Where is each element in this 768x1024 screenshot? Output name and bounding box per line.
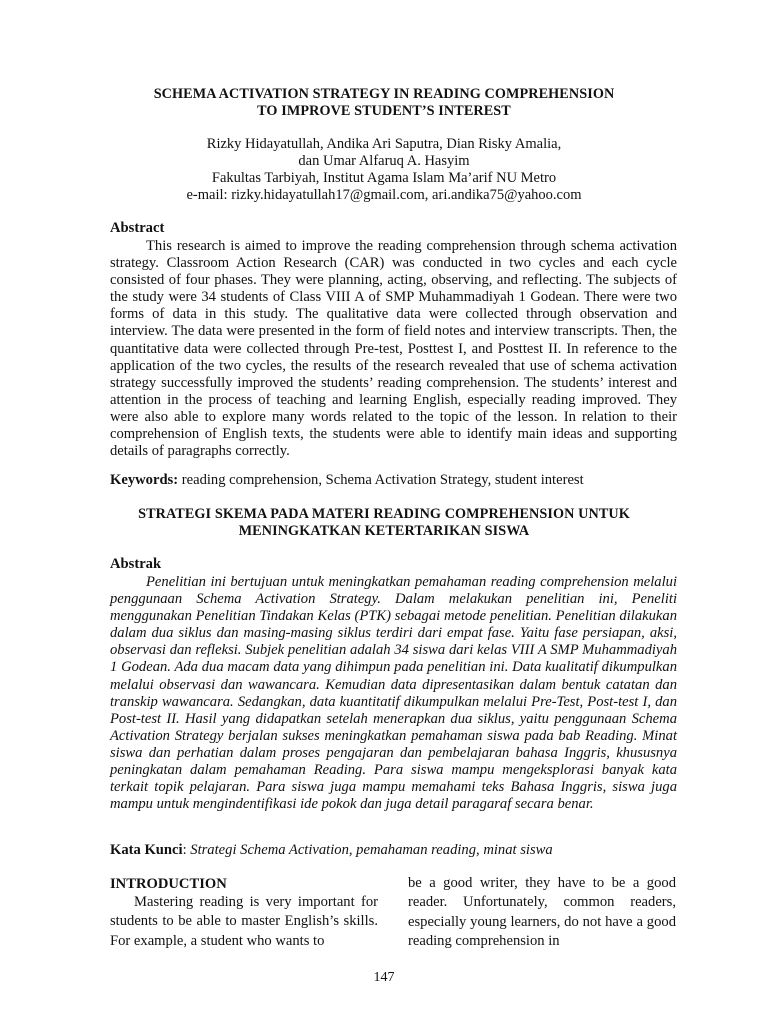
abstrak-heading: Abstrak	[110, 556, 162, 572]
authors-line-2: dan Umar Alfaruq A. Hasyim	[298, 153, 470, 169]
affiliation: Fakultas Tarbiyah, Institut Agama Islam Ma’arif NU Metro	[211, 170, 557, 186]
kata-kunci	[110, 842, 677, 859]
abstract-text: This research is aimed to improve the reading comprehension through schema activation strategy. Classroom Action Research (CAR) was conducted in two cycles and each cycle consisted of four phases. They were planning, acting, observing, and reflecting. The subjects of the study were 34 students of Class VIII A of SMP Muhammadiyah 1 Godean. There were two forms of data in this study. The qualitative data were collected through observation and interview. The data were presented in the form of field notes and interview transcripts. Then, the quantitative data were collected through Pre-test, Posttest I, and Posttest II. In reference to the application of the two cycles, the results of the research revealed that use of schema activation strategy successfully improved the students’ reading comprehension. The students’ interest and attention in the process of teaching and learning English, especially reading improved. They were also able to explore many words related to the topic of the lesson. In relation to their comprehension of English texts, the students were able to identify main ideas and supporting details of paragraphs correctly.	[110, 238, 677, 460]
intro-right-text: be a good writer, they have to be a good reader. Unfortunately, common readers, especially young learners, do not have a good reading comprehension in	[408, 875, 676, 949]
introduction-heading: INTRODUCTION	[110, 876, 227, 892]
keywords-text: reading comprehension, Schema Activation Strategy, student interest	[178, 472, 584, 488]
authors	[0, 136, 768, 204]
abstract-heading: Abstract	[110, 220, 165, 236]
intro-left-text: Mastering reading is very important for students to be able to master English’s skills. For example, a student who wants to	[110, 894, 378, 949]
page-number: 147	[373, 970, 395, 985]
title-line-2: TO IMPROVE STUDENT’S INTEREST	[257, 103, 511, 119]
kata-kunci-sep: :	[182, 842, 191, 858]
email: e-mail: rizky.hidayatullah17@gmail.com, ari.andika75@yahoo.com	[186, 187, 582, 203]
kata-kunci-label: Kata Kunci	[110, 842, 183, 858]
title-id-line-2: MENINGKATKAN KETERTARIKAN SISWA	[238, 523, 530, 539]
keywords-label: Keywords:	[110, 472, 179, 488]
intro-right-column	[408, 874, 676, 951]
title-line-1: SCHEMA ACTIVATION STRATEGY IN READING COMPREHENSION	[153, 86, 615, 102]
abstrak-text: Penelitian ini bertujuan untuk meningkatkan pemahaman reading comprehension melalui penggunaan Schema Activation Strategy. Dalam melakukan penelitian ini, Peneliti menggunakan Penelitian Tindakan Kelas (PTK) sebagai metode penelitian. Penelitian dilakukan dalam dua siklus dan masing-masing siklus terdiri dari empat fase. Yaitu fase persiapan, aksi, observasi dan refleksi. Subjek penelitian adalah 34 siswa dari kelas VIII A SMP Muhammadiyah 1 Godean. Ada dua macam data yang dihimpun pada penelitian ini. Data kualitatif dikumpulkan melalui observasi dan wawancara. Kemudian data dipresentasikan dalam bentuk catatan dan transkip wawancara. Sedangkan, data kuantitatif dikumpulkan melalui Pre-Test, Post-test I, dan Post-test II. Hasil yang didapatkan setelah menerapkan dua siklus, yaitu penggunaan Schema Activation Strategy berjalan sukses meningkatkan pemahaman siswa pada bab Reading. Minat siswa dan perhatian dalam proses pengajaran dan pembelajaran bahasa Inggris, khususnya peningkatan dalam pemahaman Reading. Para siswa mampu mengeksplorasi banyak kata terkait topik pelajaran. Para siswa juga mampu memahami teks Bahasa Inggris, siswa juga mampu untuk mengindentifikasi ide pokok dan juga detail paragaraf secara benar.	[110, 574, 677, 813]
authors-line-1: Rizky Hidayatullah, Andika Ari Saputra, Dian Risky Amalia,	[206, 136, 562, 152]
paper-title-indonesian	[0, 506, 768, 540]
keywords	[110, 472, 677, 489]
paper-title	[0, 86, 768, 120]
intro-left-column	[110, 893, 378, 951]
kata-kunci-text: Strategi Schema Activation, pemahaman reading, minat siswa	[190, 842, 553, 858]
title-id-line-1: STRATEGI SKEMA PADA MATERI READING COMPREHENSION UNTUK	[138, 506, 630, 522]
